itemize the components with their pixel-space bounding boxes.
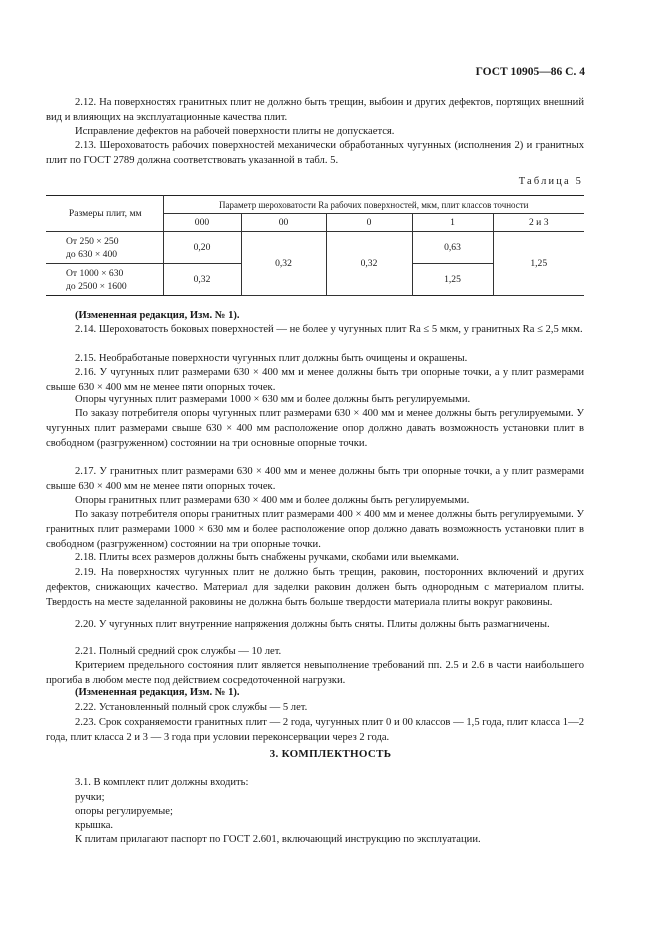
paragraph-2-16-order: По заказу потребителя опоры чугунных плит размерами 630 × 400 мм и менее должны быть регулируемыми. У чугунных плит размерами свыше 630 × 400 мм расположение опор должно давать возможность установки плит в свободном (разгруженном) состоянии на три основные опорные точки. — [46, 408, 584, 449]
paragraph-2-12: 2.12. На поверхностях гранитных плит не должно быть трещин, выбоин и других дефектов, портящих внешний вид и влияющих на эксплуатационные качества плит. — [46, 97, 584, 123]
table-cell-r1-000: 0,20 — [163, 232, 241, 264]
list-item-handles: ручки; — [75, 792, 105, 803]
table-header-class-000: 000 — [163, 214, 241, 232]
paragraph-2-23: 2.23. Срок сохраняемости гранитных плит — 2 года, чугунных плит 0 и 00 классов — 1,5 года, плит класса 1—2 года, плит класса 2 и 3 — 3 года при условии переконсервации через 2 года. — [46, 717, 584, 743]
paragraph-2-12-note: Исправление дефектов на рабочей поверхности плиты не допускается. — [75, 126, 395, 137]
amendment-note-2: (Измененная редакция, Изм. № 1). — [75, 687, 240, 698]
paragraph-2-19: 2.19. На поверхностях чугунных плит не должно быть трещин, раковин, посторонних включений и других дефектов, снижающих качество. Материал для заделки раковин должен быть однородным с материалом плиты. Твердость на месте заделанной раковины не должна быть больше твердости материала плиты вокруг раковины. — [46, 567, 584, 608]
table-header-class-00: 00 — [241, 214, 326, 232]
table-cell-r1-1: 0,63 — [412, 232, 493, 264]
paragraph-2-16-supports: Опоры чугунных плит размерами 1000 × 630 мм и более должны быть регулируемыми. — [75, 394, 471, 405]
paragraph-2-13: 2.13. Шероховатость рабочих поверхностей механически обработанных чугунных (исполнения 2) и гранитных плит по ГОСТ 2789 должна соответствовать указанной в табл. 5. — [46, 140, 584, 166]
paragraph-2-17: 2.17. У гранитных плит размерами 630 × 400 мм и менее должны быть три опорные точки, а у плит размерами свыше 630 × 400 мм не менее пяти опорных точек. — [46, 466, 584, 492]
table-cell-r2-1: 1,25 — [412, 264, 493, 296]
table-row-size-2: От 1000 × 630 до 2500 × 1600 — [46, 264, 163, 296]
table-caption: Таблица 5 — [518, 176, 583, 187]
paragraph-2-16: 2.16. У чугунных плит размерами 630 × 400 мм и менее должны быть три опорные точки, а у плит размерами свыше 630 × 400 мм не менее пяти опорных точек. — [46, 367, 584, 393]
table-cell-2-3: 1,25 — [493, 232, 584, 296]
paragraph-2-18: 2.18. Плиты всех размеров должны быть снабжены ручками, скобами или выемками. — [75, 552, 459, 563]
paragraph-2-15: 2.15. Необработаные поверхности чугунных плит должны быть очищены и окрашены. — [75, 353, 468, 364]
table-header-roughness: Параметр шероховатости Ra рабочих поверхностей, мкм, плит классов точности — [163, 196, 584, 214]
table-cell-0: 0,32 — [326, 232, 412, 296]
table-header-class-0: 0 — [326, 214, 412, 232]
page-header: ГОСТ 10905—86 С. 4 — [475, 66, 585, 78]
amendment-note-1: (Измененная редакция, Изм. № 1). — [75, 310, 240, 321]
table-row-size-1: От 250 × 250 до 630 × 400 — [46, 232, 163, 264]
table-header-class-2-3: 2 и 3 — [493, 214, 584, 232]
paragraph-2-17-order: По заказу потребителя опоры гранитных плит размерами 400 × 400 мм и менее должны быть регулируемыми. У гранитных плит размерами 1000 × 630 мм и более расположение опор должно давать возможность установки плит в свободном (разгруженном) состоянии на три опорные точки. — [46, 509, 584, 550]
paragraph-2-21-criterion: Критерием предельного состояния плит является невыполнение требований пп. 2.5 и 2.6 в части наибольшего прогиба в любом месте под действием сосредоточенной нагрузки. — [46, 660, 584, 686]
paragraph-2-14: 2.14. Шероховатость боковых поверхностей — не более у чугунных плит Ra ≤ 5 мкм, у гранитных Ra ≤ 2,5 мкм. — [75, 324, 583, 335]
paragraph-3-1: 3.1. В комплект плит должны входить: — [75, 777, 249, 788]
paragraph-passport: К плитам прилагают паспорт по ГОСТ 2.601, включающий инструкцию по эксплуатации. — [75, 834, 481, 845]
paragraph-2-21: 2.21. Полный средний срок службы — 10 лет. — [75, 646, 282, 657]
table-header-class-1: 1 — [412, 214, 493, 232]
section-title: 3. КОМПЛЕКТНОСТЬ — [269, 748, 392, 760]
list-item-supports: опоры регулируемые; — [75, 806, 173, 817]
paragraph-2-20: 2.20. У чугунных плит внутренние напряжения должны быть сняты. Плиты должны быть размагничены. — [75, 619, 550, 630]
paragraph-2-17-supports: Опоры гранитных плит размерами 630 × 400 мм и более должны быть регулируемыми. — [75, 495, 470, 506]
table-header-sizes: Размеры плит, мм — [46, 196, 163, 232]
roughness-table — [46, 195, 584, 296]
list-item-cover: крышка. — [75, 820, 114, 831]
table-cell-r2-000: 0,32 — [163, 264, 241, 296]
paragraph-2-22: 2.22. Установленный полный срок службы — 5 лет. — [75, 702, 308, 713]
table-cell-00: 0,32 — [241, 232, 326, 296]
